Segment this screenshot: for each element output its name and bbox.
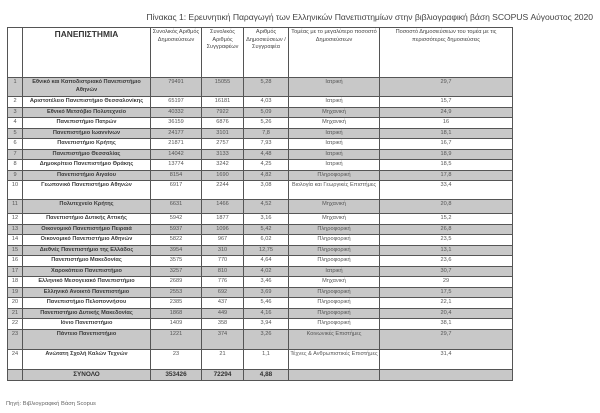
table-row xyxy=(8,277,513,288)
row-university: Οικονομικό Πανεπιστήμιο Αθηνών xyxy=(23,235,151,246)
row-publications: 1868 xyxy=(151,308,202,319)
row-university: Πανεπιστήμιο Αιγαίου xyxy=(23,170,151,181)
table-row xyxy=(8,149,513,160)
row-percent: 23,5 xyxy=(380,235,513,246)
row-authors: 7922 xyxy=(202,107,244,118)
row-ratio: 6,02 xyxy=(244,235,289,246)
row-ratio: 3,69 xyxy=(244,287,289,298)
row-authors: 1466 xyxy=(202,200,244,214)
row-percent: 17,8 xyxy=(380,170,513,181)
row-university: Πανεπιστήμιο Θεσσαλίας xyxy=(23,149,151,160)
row-field: Ιατρική xyxy=(289,97,380,108)
table-row xyxy=(8,200,513,214)
row-ratio: 3,94 xyxy=(244,319,289,330)
row-index: 22 xyxy=(8,319,23,330)
row-publications: 6631 xyxy=(151,200,202,214)
table-row xyxy=(8,170,513,181)
row-publications: 3575 xyxy=(151,256,202,267)
row-authors: 1690 xyxy=(202,170,244,181)
row-field: Μηχανική xyxy=(289,277,380,288)
table-row xyxy=(8,128,513,139)
row-university: Ανώτατη Σχολή Καλών Τεχνών xyxy=(23,349,151,369)
row-percent: 20,4 xyxy=(380,308,513,319)
table-caption: Πίνακας 1: Ερευνητική Παραγωγή των Ελληνικών Πανεπιστημίων στην βιβλιογραφική βάση SCOPUS Αύγουστος 2020 xyxy=(146,12,593,22)
row-publications: 13774 xyxy=(151,160,202,171)
table-row xyxy=(8,214,513,225)
table-row xyxy=(8,107,513,118)
row-ratio: 4,25 xyxy=(244,160,289,171)
row-publications: 5942 xyxy=(151,214,202,225)
header-publications: Συνολικός Αριθμός Δημοσιεύσεων xyxy=(151,28,202,78)
row-index: 14 xyxy=(8,235,23,246)
row-percent: 26,8 xyxy=(380,224,513,235)
table-row xyxy=(8,97,513,108)
row-field: Πληροφορική xyxy=(289,235,380,246)
row-publications: 65197 xyxy=(151,97,202,108)
row-field: Ιατρική xyxy=(289,139,380,150)
row-university: Εθνικό Μετσόβιο Πολυτεχνείο xyxy=(23,107,151,118)
row-percent: 20,8 xyxy=(380,200,513,214)
row-index: 15 xyxy=(8,245,23,256)
row-publications: 5822 xyxy=(151,235,202,246)
row-percent: 13,1 xyxy=(380,245,513,256)
row-index: 10 xyxy=(8,181,23,200)
table-row xyxy=(8,298,513,309)
row-percent: 24,9 xyxy=(380,107,513,118)
row-ratio: 3,16 xyxy=(244,214,289,225)
row-university: Πανεπιστήμιο Μακεδονίας xyxy=(23,256,151,267)
row-ratio: 4,64 xyxy=(244,256,289,267)
row-publications: 8154 xyxy=(151,170,202,181)
header-university: ΠΑΝΕΠΙΣΤΗΜΙΑ xyxy=(23,28,151,78)
row-percent: 18,5 xyxy=(380,160,513,171)
row-authors: 310 xyxy=(202,245,244,256)
row-university: Αριστοτέλειο Πανεπιστήμιο Θεσσαλονίκης xyxy=(23,97,151,108)
row-authors: 358 xyxy=(202,319,244,330)
row-university: Πανεπιστήμιο Δυτικής Αττικής xyxy=(23,214,151,225)
row-field: Μηχανική xyxy=(289,107,380,118)
row-university: Πολυτεχνείο Κρήτης xyxy=(23,200,151,214)
total-row xyxy=(8,369,513,380)
row-ratio: 5,46 xyxy=(244,298,289,309)
row-percent: 38,1 xyxy=(380,319,513,330)
row-percent: 16,7 xyxy=(380,139,513,150)
row-field: Κοινωνικές Επιστήμες xyxy=(289,329,380,349)
row-field: Πληροφορική xyxy=(289,256,380,267)
row-ratio: 5,42 xyxy=(244,224,289,235)
row-university: Διεθνές Πανεπιστήμιο της Ελλάδος xyxy=(23,245,151,256)
row-index: 11 xyxy=(8,200,23,214)
row-field: Πληροφορική xyxy=(289,298,380,309)
row-index: 4 xyxy=(8,118,23,129)
row-field: Μηχανική xyxy=(289,214,380,225)
row-field: Βιολογία και Γεωργικές Επιστήμες xyxy=(289,181,380,200)
row-index: 19 xyxy=(8,287,23,298)
row-field: Ιατρική xyxy=(289,78,380,97)
row-index: 6 xyxy=(8,139,23,150)
row-ratio: 7,93 xyxy=(244,139,289,150)
row-field: Ιατρική xyxy=(289,128,380,139)
row-university: Πανεπιστήμιο Κρήτης xyxy=(23,139,151,150)
row-authors: 449 xyxy=(202,308,244,319)
row-index: 21 xyxy=(8,308,23,319)
row-publications: 40332 xyxy=(151,107,202,118)
header-index xyxy=(8,28,23,78)
row-authors: 692 xyxy=(202,287,244,298)
header-percent: Ποσοστό Δημοσιεύσεων του τομέα με τις περισσότερες δημοσιεύσεις xyxy=(380,28,513,78)
row-index: 24 xyxy=(8,349,23,369)
row-index: 18 xyxy=(8,277,23,288)
row-university: Δημοκρίτειο Πανεπιστήμιο Θράκης xyxy=(23,160,151,171)
total-publications: 353426 xyxy=(151,369,202,380)
table-row xyxy=(8,287,513,298)
universities-table xyxy=(7,27,513,381)
header-field: Τομέας με το μεγαλύτερο ποσοστό Δημοσιεύσεων xyxy=(289,28,380,78)
row-authors: 967 xyxy=(202,235,244,246)
table-row xyxy=(8,78,513,97)
total-label: ΣΥΝΟΛΟ xyxy=(23,369,151,380)
total-percent xyxy=(380,369,513,380)
row-authors: 810 xyxy=(202,266,244,277)
row-university: Γεωπονικό Πανεπιστήμιο Αθηνών xyxy=(23,181,151,200)
row-field: Πληροφορική xyxy=(289,308,380,319)
row-ratio: 5,28 xyxy=(244,78,289,97)
row-authors: 1877 xyxy=(202,214,244,225)
row-field: Ιατρική xyxy=(289,160,380,171)
row-publications: 6917 xyxy=(151,181,202,200)
row-percent: 30,7 xyxy=(380,266,513,277)
table-row xyxy=(8,224,513,235)
row-university: Πάντειο Πανεπιστήμιο xyxy=(23,329,151,349)
row-ratio: 12,75 xyxy=(244,245,289,256)
row-publications: 2553 xyxy=(151,287,202,298)
row-authors: 15055 xyxy=(202,78,244,97)
row-percent: 22,1 xyxy=(380,298,513,309)
row-publications: 3954 xyxy=(151,245,202,256)
row-percent: 18,9 xyxy=(380,149,513,160)
table-row xyxy=(8,160,513,171)
row-percent: 15,7 xyxy=(380,97,513,108)
table-row xyxy=(8,266,513,277)
row-percent: 18,1 xyxy=(380,128,513,139)
row-field: Ιατρική xyxy=(289,266,380,277)
row-authors: 16181 xyxy=(202,97,244,108)
row-percent: 29 xyxy=(380,277,513,288)
row-university: Πανεπιστήμιο Ιωαννίνων xyxy=(23,128,151,139)
row-percent: 23,6 xyxy=(380,256,513,267)
row-university: Ελληνικό Ανοικτό Πανεπιστήμιο xyxy=(23,287,151,298)
row-publications: 79491 xyxy=(151,78,202,97)
row-index: 16 xyxy=(8,256,23,267)
row-authors: 437 xyxy=(202,298,244,309)
row-university: Πανεπιστήμιο Δυτικής Μακεδονίας xyxy=(23,308,151,319)
row-field: Πληροφορική xyxy=(289,287,380,298)
row-authors: 21 xyxy=(202,349,244,369)
header-row xyxy=(8,28,513,78)
row-publications: 1409 xyxy=(151,319,202,330)
row-percent: 17,5 xyxy=(380,287,513,298)
row-ratio: 3,46 xyxy=(244,277,289,288)
table-row xyxy=(8,118,513,129)
row-ratio: 4,82 xyxy=(244,170,289,181)
row-index: 12 xyxy=(8,214,23,225)
row-ratio: 5,26 xyxy=(244,118,289,129)
total-ratio: 4,88 xyxy=(244,369,289,380)
row-index: 8 xyxy=(8,160,23,171)
row-authors: 2757 xyxy=(202,139,244,150)
row-percent: 15,2 xyxy=(380,214,513,225)
table-row xyxy=(8,245,513,256)
table-row xyxy=(8,319,513,330)
row-publications: 1221 xyxy=(151,329,202,349)
row-index: 7 xyxy=(8,149,23,160)
row-percent: 29,7 xyxy=(380,329,513,349)
total-authors: 72294 xyxy=(202,369,244,380)
row-authors: 3133 xyxy=(202,149,244,160)
row-field: Πληροφορική xyxy=(289,170,380,181)
table-row xyxy=(8,139,513,150)
row-index: 3 xyxy=(8,107,23,118)
row-field: Πληροφορική xyxy=(289,319,380,330)
row-publications: 24177 xyxy=(151,128,202,139)
row-authors: 6876 xyxy=(202,118,244,129)
row-percent: 16 xyxy=(380,118,513,129)
row-index: 13 xyxy=(8,224,23,235)
row-authors: 2244 xyxy=(202,181,244,200)
row-authors: 1096 xyxy=(202,224,244,235)
header-ratio: Αριθμός Δημοσιεύσεων /Συγγραφέα xyxy=(244,28,289,78)
row-index: 2 xyxy=(8,97,23,108)
row-authors: 776 xyxy=(202,277,244,288)
row-ratio: 4,52 xyxy=(244,200,289,214)
row-ratio: 1,1 xyxy=(244,349,289,369)
row-authors: 770 xyxy=(202,256,244,267)
table-row xyxy=(8,349,513,369)
source-note: Πηγή: Βιβλιογραφική Βάση Scopus xyxy=(6,401,96,407)
row-field: Ιατρική xyxy=(289,149,380,160)
table-row xyxy=(8,235,513,246)
row-percent: 29,7 xyxy=(380,78,513,97)
row-university: Πανεπιστήμιο Πελοποννήσου xyxy=(23,298,151,309)
row-ratio: 3,26 xyxy=(244,329,289,349)
row-authors: 3101 xyxy=(202,128,244,139)
row-field: Πληροφορική xyxy=(289,245,380,256)
row-university: Πανεπιστήμιο Πατρών xyxy=(23,118,151,129)
row-field: Πληροφορική xyxy=(289,224,380,235)
row-authors: 374 xyxy=(202,329,244,349)
row-index: 5 xyxy=(8,128,23,139)
row-publications: 21871 xyxy=(151,139,202,150)
table-row xyxy=(8,256,513,267)
row-publications: 5937 xyxy=(151,224,202,235)
row-index: 9 xyxy=(8,170,23,181)
row-ratio: 4,03 xyxy=(244,97,289,108)
row-ratio: 4,48 xyxy=(244,149,289,160)
row-publications: 14042 xyxy=(151,149,202,160)
row-percent: 33,4 xyxy=(380,181,513,200)
row-university: Χαροκόπειο Πανεπιστήμιο xyxy=(23,266,151,277)
row-publications: 36159 xyxy=(151,118,202,129)
row-university: Εθνικό και Καποδιστριακό Πανεπιστήμιο Αθηνών xyxy=(23,78,151,97)
row-authors: 3242 xyxy=(202,160,244,171)
row-percent: 31,4 xyxy=(380,349,513,369)
total-field xyxy=(289,369,380,380)
row-university: Οικονομικό Πανεπιστήμιο Πειραιά xyxy=(23,224,151,235)
row-publications: 3257 xyxy=(151,266,202,277)
row-field: Μηχανική xyxy=(289,200,380,214)
header-authors: Συνολικός Αριθμός Συγγραφέων xyxy=(202,28,244,78)
row-field: Μηχανική xyxy=(289,118,380,129)
table-row xyxy=(8,308,513,319)
total-index xyxy=(8,369,23,380)
row-publications: 2689 xyxy=(151,277,202,288)
table-row xyxy=(8,329,513,349)
row-index: 20 xyxy=(8,298,23,309)
table-row xyxy=(8,181,513,200)
row-field: Τέχνες & Ανθρωπιστικές Επιστήμες xyxy=(289,349,380,369)
row-university: Ελληνικό Μεσογειακό Πανεπιστήμιο xyxy=(23,277,151,288)
row-publications: 23 xyxy=(151,349,202,369)
row-index: 23 xyxy=(8,329,23,349)
row-university: Ιόνιο Πανεπιστήμιο xyxy=(23,319,151,330)
row-publications: 2385 xyxy=(151,298,202,309)
row-ratio: 4,02 xyxy=(244,266,289,277)
row-index: 1 xyxy=(8,78,23,97)
row-ratio: 5,09 xyxy=(244,107,289,118)
row-ratio: 4,16 xyxy=(244,308,289,319)
row-index: 17 xyxy=(8,266,23,277)
row-ratio: 7,8 xyxy=(244,128,289,139)
row-ratio: 3,08 xyxy=(244,181,289,200)
